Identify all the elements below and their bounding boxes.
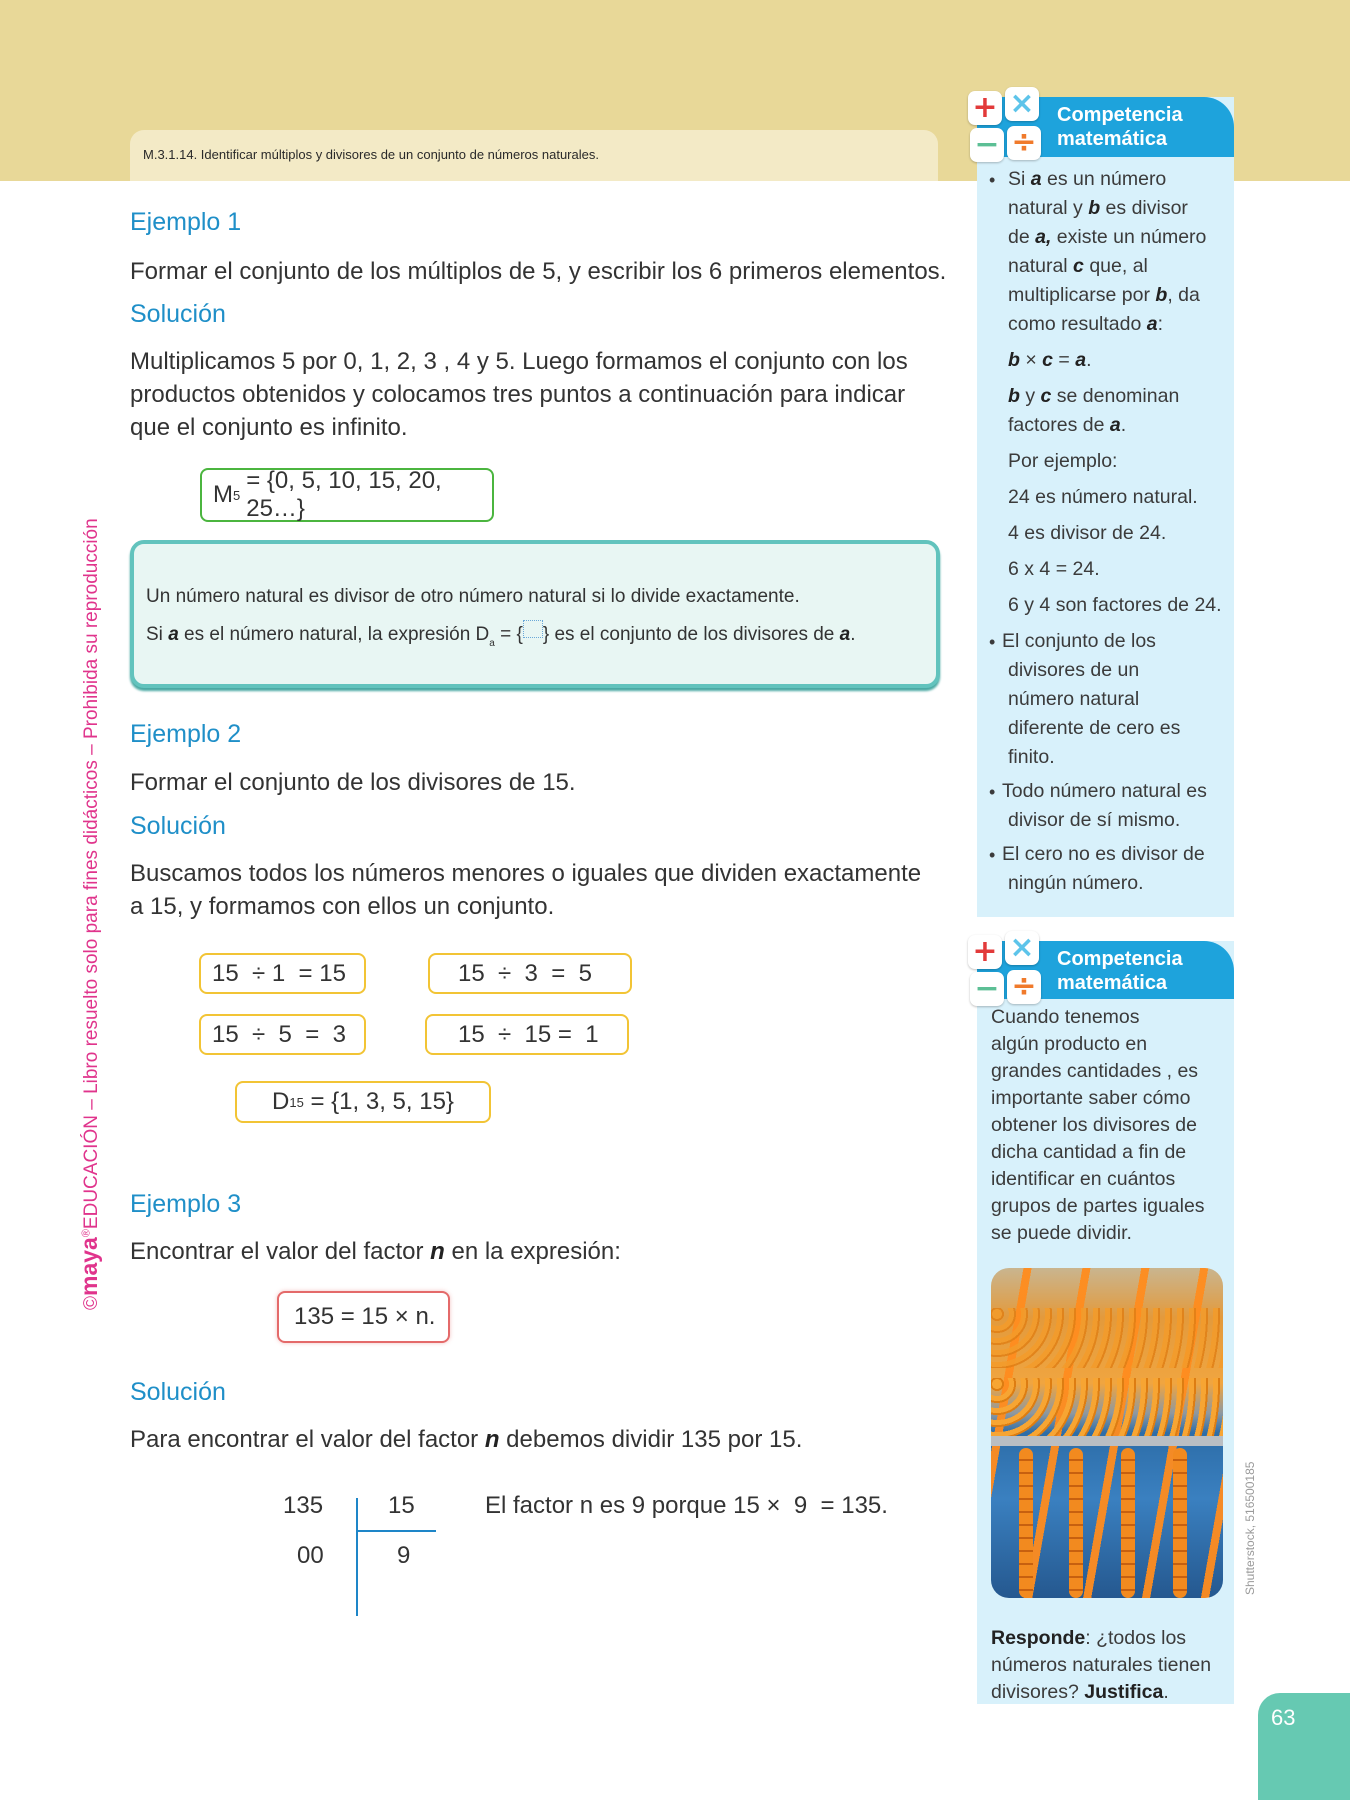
example2-solution-label: Solución (130, 812, 226, 840)
text: es el número natural, la expresión D (178, 624, 490, 645)
var: a (1030, 168, 1042, 190)
math-operations-icon (968, 86, 1046, 165)
multiples-set-box (200, 468, 494, 522)
text-line: 4 es divisor de 24. (1008, 522, 1167, 544)
page-number-tab (1258, 1693, 1350, 1800)
minus-icon: − (970, 972, 1004, 1006)
set-symbol: D (272, 1088, 290, 1115)
oranges-conveyor-photo (991, 1268, 1223, 1598)
var-n: n (484, 1426, 500, 1453)
photo-detail (1121, 1448, 1135, 1598)
text: : (1157, 313, 1164, 335)
divide-icon: ÷ (1007, 970, 1041, 1004)
text: es divisor (1100, 197, 1188, 219)
var: b (1008, 349, 1020, 371)
example1-solution-label: Solución (130, 300, 226, 328)
text-line (1008, 197, 1188, 220)
text-line (1008, 226, 1206, 249)
brand-logo: maya (76, 1237, 102, 1296)
photo-detail (1173, 1448, 1187, 1598)
photo-detail (1069, 1448, 1083, 1598)
text-line: divisor de sí mismo. (1008, 809, 1181, 831)
bullet: • (989, 782, 996, 802)
example3-title: Ejemplo 3 (130, 1190, 242, 1218)
competencia-title (1057, 103, 1183, 151)
copyright-watermark (76, 518, 103, 1310)
respond-label: Responde (991, 1627, 1086, 1649)
var: b (1155, 284, 1168, 306)
var: a, (1035, 226, 1052, 248)
var: b (1088, 197, 1101, 219)
set-value: = {0, 5, 10, 15, 20, 25…} (246, 467, 442, 522)
var-a: a (168, 624, 179, 645)
text-line: 6 x 4 = 24. (1008, 558, 1100, 580)
minus-icon: − (970, 128, 1004, 162)
example1-statement: Formar el conjunto de los múltiplos de 5, y escribir los 6 primeros elementos. (130, 258, 947, 285)
respond-line: números naturales tienen (991, 1654, 1212, 1676)
text: es un número (1041, 168, 1167, 190)
page-number: 63 (1271, 1705, 1296, 1730)
text: multiplicarse por (1008, 284, 1156, 306)
times-icon: × (1005, 87, 1039, 121)
text-line: importante saber cómo (991, 1087, 1191, 1109)
text: de (1008, 226, 1036, 248)
example2-solution-line: a 15, y formamos con ellos un conjunto. (130, 893, 555, 920)
text: Si (1008, 168, 1031, 190)
subscript-a: a (489, 638, 495, 649)
text-line: identificar en cuántos (991, 1168, 1176, 1190)
text-line: número natural (1008, 688, 1140, 710)
division-bracket-horizontal (356, 1530, 436, 1532)
set-subscript: 15 (289, 1094, 304, 1110)
text-line (1008, 385, 1179, 408)
text-line: Por ejemplo: (1008, 450, 1118, 472)
text: = { (494, 624, 523, 645)
text: como resultado (1008, 313, 1147, 335)
text: } (542, 624, 550, 645)
text-line: dicha cantidad a fin de (991, 1141, 1187, 1163)
plus-icon: + (968, 935, 1002, 969)
text-line: grupos de partes iguales (991, 1195, 1205, 1217)
title-line: Competencia (1057, 948, 1183, 970)
text: Para encontrar el valor del factor (130, 1426, 485, 1453)
text-line: algún producto en (991, 1033, 1148, 1055)
placeholder-box (523, 620, 543, 638)
division-box: 15 ÷ 3 = 5 (428, 953, 632, 994)
text-line: finito. (1008, 746, 1055, 768)
objective-text: M.3.1.14. Identificar múltiplos y divisores de un conjunto de números naturales. (143, 147, 599, 162)
quotient: 9 (397, 1542, 411, 1569)
registered-symbol: ® (80, 1229, 93, 1238)
example2-solution-line: Buscamos todos los números menores o iguales que dividen exactamente (130, 860, 922, 887)
photo-detail (1019, 1448, 1033, 1598)
divisor: 15 (388, 1492, 415, 1519)
long-division (130, 1480, 910, 1610)
example2-title: Ejemplo 2 (130, 720, 242, 748)
example1-solution-line: productos obtenidos y colocamos tres puntos a continuación para indicar (130, 381, 906, 408)
example3-solution-label: Solución (130, 1378, 226, 1406)
set-value: = {1, 3, 5, 15} (303, 1088, 454, 1115)
respond-line (991, 1627, 1186, 1650)
watermark-text: EDUCACIÓN – Libro resuelto solo para fines didácticos – Prohibida su reproducción (81, 518, 102, 1230)
text-line: Todo número natural es (1002, 780, 1207, 802)
text-line (1008, 284, 1200, 307)
example2-statement: Formar el conjunto de los divisores de 15. (130, 769, 576, 796)
example3-solution (130, 1423, 802, 1456)
bullet: • (989, 845, 996, 865)
var: c (1073, 255, 1084, 277)
text: en la expresión: (444, 1238, 621, 1265)
plus-icon: + (968, 91, 1002, 125)
conclusion: El factor n es 9 porque 15 × 9 = 135. (485, 1492, 888, 1519)
bullet: • (989, 632, 996, 652)
title-line: matemática (1057, 972, 1168, 994)
division-box: 15 ÷ 5 = 3 (199, 1014, 366, 1055)
competencia-box-2 (972, 930, 1234, 1704)
competencia-box-1 (972, 86, 1234, 917)
text-line: divisores de un (1008, 659, 1140, 681)
copyright-symbol: © (81, 1296, 102, 1310)
text-line (1008, 313, 1163, 336)
dividend: 135 (283, 1492, 324, 1519)
text: . (1120, 414, 1127, 436)
text-line: ningún número. (1008, 872, 1144, 894)
text: , da (1167, 284, 1200, 306)
set-subscript: 5 (233, 487, 241, 503)
expression-box: 135 = 15 × n. (277, 1291, 450, 1343)
definition-box (130, 540, 940, 688)
text-line (1008, 255, 1148, 278)
text: debemos dividir 135 por 15. (499, 1426, 803, 1453)
text: = (1053, 349, 1076, 371)
math-operations-icon (968, 930, 1046, 1009)
var: a (1109, 414, 1121, 436)
example3-statement (130, 1235, 621, 1268)
definition-line2 (146, 620, 856, 649)
text-line: El cero no es divisor de (1002, 843, 1205, 865)
definition-line1: Un número natural es divisor de otro número natural si lo divide exactamente. (146, 586, 800, 607)
text-line: 24 es número natural. (1008, 486, 1198, 508)
bullet: • (989, 170, 996, 190)
text-line: grandes cantidades , es (991, 1060, 1199, 1082)
text: Si (146, 624, 169, 645)
text-line: diferente de cero es (1008, 717, 1181, 739)
text-line: obtener los divisores de (991, 1114, 1197, 1136)
text: Encontrar el valor del factor (130, 1238, 431, 1265)
set-symbol: M (213, 481, 233, 508)
var: b (1008, 385, 1020, 407)
text: existe un número (1051, 226, 1207, 248)
text-line: El conjunto de los (1002, 630, 1156, 652)
text: . (1086, 349, 1092, 371)
competencia-title (1057, 947, 1183, 995)
text: : ¿todos los (1085, 1627, 1187, 1649)
respond-line (991, 1681, 1169, 1704)
title-line: Competencia (1057, 104, 1183, 126)
text: es el conjunto de los divisores de (549, 624, 840, 645)
text: y (1019, 385, 1041, 407)
divisors-set-box (235, 1081, 491, 1123)
example1-solution-line: que el conjunto es infinito. (130, 414, 408, 441)
text: × (1019, 349, 1043, 371)
var: a (1146, 313, 1158, 335)
text: natural (1008, 255, 1074, 277)
text: . (1163, 1681, 1169, 1703)
text-line (1008, 168, 1166, 191)
remainder: 00 (297, 1542, 324, 1569)
text: natural y (1008, 197, 1089, 219)
text-line: 6 y 4 son factores de 24. (1008, 594, 1222, 616)
photo-detail (991, 1308, 1223, 1368)
var: a (1075, 349, 1087, 371)
var-a: a (839, 624, 851, 645)
text: divisores? (991, 1681, 1085, 1703)
example1-title: Ejemplo 1 (130, 208, 242, 236)
photo-detail (991, 1436, 1223, 1446)
times-icon: × (1005, 931, 1039, 965)
photo-credit: Shutterstock, 516500185 (1243, 1461, 1257, 1595)
objective-bar (130, 130, 938, 181)
division-bracket-vertical (356, 1498, 358, 1616)
division-box: 15 ÷ 1 = 15 (199, 953, 366, 994)
text: que, al (1083, 255, 1148, 277)
var: c (1042, 349, 1054, 371)
justifica-label: Justifica (1084, 1681, 1164, 1703)
var-n: n (430, 1238, 445, 1265)
formula-line (1008, 349, 1092, 372)
text-line: se puede dividir. (991, 1222, 1132, 1244)
title-line: matemática (1057, 128, 1168, 150)
divide-icon: ÷ (1007, 126, 1041, 160)
text-line (1008, 414, 1126, 437)
text: se denominan (1051, 385, 1180, 407)
text-line: Cuando tenemos (991, 1006, 1140, 1028)
var: c (1040, 385, 1052, 407)
text: factores de (1008, 414, 1110, 436)
division-box: 15 ÷ 15 = 1 (425, 1014, 629, 1055)
photo-detail (991, 1378, 1223, 1438)
example1-solution-line: Multiplicamos 5 por 0, 1, 2, 3 , 4 y 5. Luego formamos el conjunto con los (130, 348, 908, 375)
text: . (850, 624, 856, 645)
